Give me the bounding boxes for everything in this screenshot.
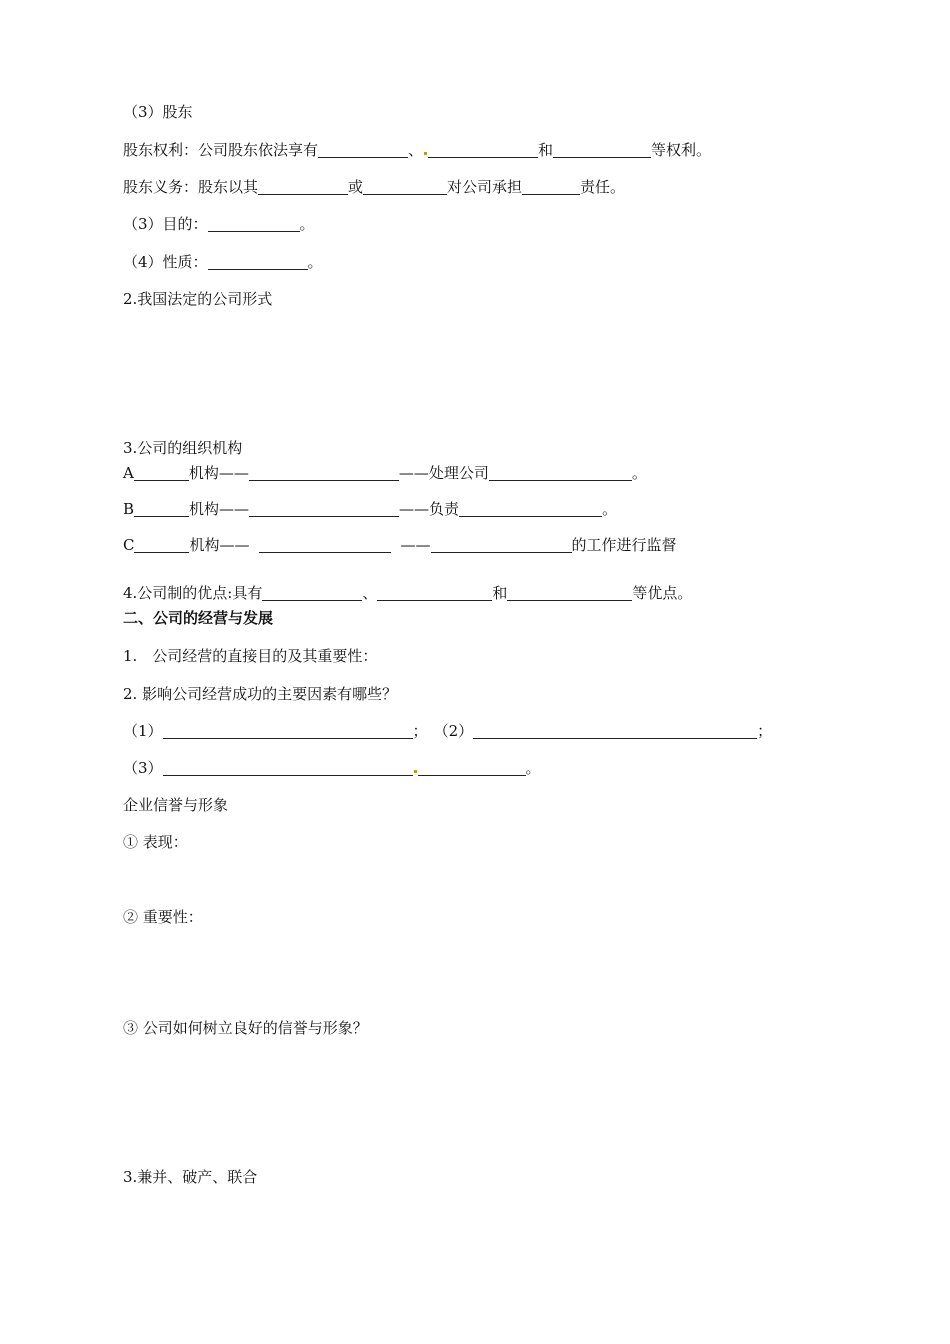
- shareholder-heading: （3）股东: [123, 103, 193, 121]
- rights-prefix: 股东权利：公司股东依法享有: [123, 141, 319, 159]
- org-c-blank-1[interactable]: [134, 536, 189, 553]
- duty-mid: 对公司承担: [447, 178, 523, 196]
- adv-sep: 、: [362, 584, 378, 602]
- factor-2-blank[interactable]: [473, 722, 757, 739]
- factor-3-label: （3）: [123, 759, 163, 777]
- org-line-c: [123, 535, 677, 555]
- org-c-letter: C: [123, 536, 135, 554]
- factor-1-blank[interactable]: [163, 722, 413, 739]
- org-a-blank-2[interactable]: [249, 464, 399, 481]
- rights-blank-1[interactable]: [318, 141, 408, 158]
- duty-or: 或: [348, 178, 364, 196]
- org-b-jigou: 机构——: [189, 500, 250, 518]
- purpose-end: 。: [299, 215, 315, 233]
- rights-and: 和: [538, 141, 554, 159]
- org-a-jigou: 机构——: [188, 464, 249, 482]
- nature-line: [123, 252, 323, 272]
- purpose-label: （3）目的：: [123, 215, 208, 233]
- purpose-blank[interactable]: [208, 215, 300, 232]
- org-b-mid: ——负责: [399, 500, 460, 518]
- org-b-blank-3[interactable]: [459, 500, 602, 517]
- decor-dot: [414, 770, 417, 773]
- org-c-blank-3[interactable]: [431, 536, 572, 553]
- org-b-letter: B: [123, 500, 135, 518]
- factor-3-end: 。: [525, 759, 541, 777]
- org-a-blank-1[interactable]: [134, 464, 189, 481]
- nature-end: 。: [307, 253, 323, 271]
- rights-blank-3[interactable]: [553, 141, 651, 158]
- factor-2-label: （2）: [433, 722, 474, 740]
- org-line-a: [123, 463, 647, 483]
- org-c-blank-2[interactable]: [259, 536, 391, 553]
- section2-q2: 2. 影响公司经营成功的主要因素有哪些？: [123, 685, 398, 703]
- org-a-letter: A: [123, 464, 134, 482]
- advantages-line: [123, 583, 692, 603]
- org-line-b: [123, 499, 617, 519]
- decor-dot: [424, 152, 427, 155]
- duty-blank-3[interactable]: [522, 178, 580, 195]
- factor-line-1: [123, 721, 772, 741]
- org-a-end: 。: [631, 464, 647, 482]
- org-c-jigou: 机构——: [189, 536, 250, 554]
- rights-blank-2[interactable]: [428, 141, 538, 158]
- adv-prefix: 4.公司制的优点:具有: [123, 584, 263, 602]
- merge-heading: 3.兼并、破产、联合: [123, 1168, 258, 1186]
- duty-suffix: 责任。: [580, 178, 626, 196]
- purpose-line: [123, 214, 315, 234]
- adv-blank-2[interactable]: [377, 584, 492, 601]
- credit-item-2: ② 重要性：: [123, 908, 203, 926]
- adv-blank-3[interactable]: [507, 584, 632, 601]
- factor-line-3: [123, 758, 541, 778]
- nature-blank[interactable]: [208, 253, 308, 270]
- rights-suffix: 等权利。: [651, 141, 712, 159]
- factor-2-semi: ；: [757, 722, 773, 740]
- duty-blank-2[interactable]: [363, 178, 447, 195]
- nature-label: （4）性质：: [123, 253, 208, 271]
- org-b-blank-2[interactable]: [249, 500, 399, 517]
- credit-title: 企业信誉与形象: [123, 796, 229, 814]
- duty-prefix: 股东义务：股东以其: [123, 178, 259, 196]
- org-c-dash: ——: [400, 536, 431, 554]
- org-a-mid: ——处理公司: [398, 464, 489, 482]
- section2-q1: 1. 公司经营的直接目的及其重要性：: [123, 647, 378, 665]
- factor-1-semi: ；: [412, 722, 428, 740]
- factor-1-label: （1）: [123, 722, 163, 740]
- factor-3-blank-1[interactable]: [163, 759, 413, 776]
- adv-suffix: 等优点。: [632, 584, 693, 602]
- org-heading: 3.公司的组织机构: [123, 439, 243, 457]
- factor-3-blank-2[interactable]: [418, 759, 526, 776]
- org-a-blank-3[interactable]: [489, 464, 632, 481]
- adv-blank-1[interactable]: [262, 584, 362, 601]
- credit-item-3: ③ 公司如何树立良好的信誉与形象？: [123, 1019, 368, 1037]
- org-b-blank-1[interactable]: [134, 500, 189, 517]
- adv-and: 和: [492, 584, 508, 602]
- org-c-end: 的工作进行监督: [571, 536, 677, 554]
- forms-heading: 2.我国法定的公司形式: [123, 290, 273, 308]
- shareholder-duty-line: [123, 177, 625, 197]
- rights-sep: 、: [408, 141, 424, 159]
- section2-title: 二、公司的经营与发展: [123, 609, 274, 627]
- duty-blank-1[interactable]: [258, 178, 348, 195]
- shareholder-rights-line: [123, 140, 711, 160]
- org-b-end: 。: [602, 500, 618, 518]
- credit-item-1: ① 表现：: [123, 833, 188, 851]
